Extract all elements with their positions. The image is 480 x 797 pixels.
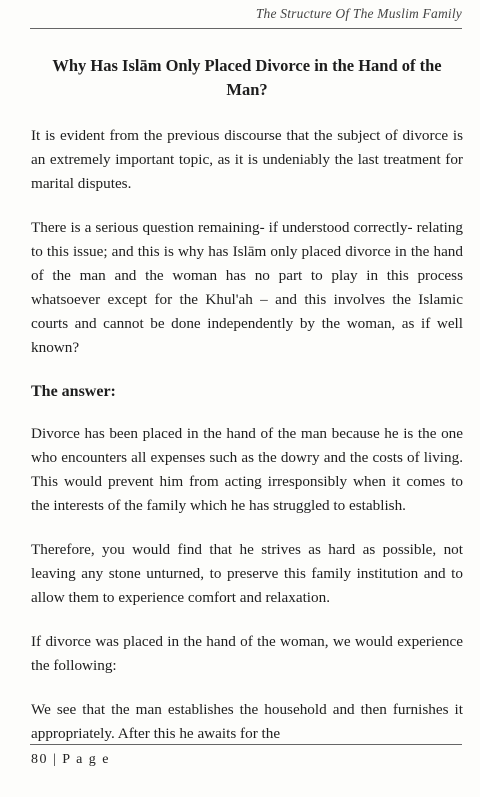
page-number: 80 | P a g e	[31, 752, 110, 767]
running-header: The Structure Of The Muslim Family	[255, 6, 462, 21]
page-body	[31, 54, 463, 766]
paragraph: If divorce was placed in the hand of the woman, we would experience the following:	[31, 633, 463, 674]
section-title: Why Has Islām Only Placed Divorce in the Hand of the Man?	[52, 56, 442, 99]
paragraph: It is evident from the previous discourse that the subject of divorce is an extremely important topic, as it is undeniably the last treatment for marital disputes.	[31, 127, 463, 192]
header-divider	[30, 28, 462, 29]
answer-heading: The answer:	[31, 383, 116, 400]
paragraph: Divorce has been placed in the hand of the man because he is the one who encounters all expenses such as the dowry and the costs of living. This would prevent him from acting irresponsibly when it comes to the interests of the family which he has struggled to establish.	[31, 425, 463, 514]
paragraph: There is a serious question remaining- if understood correctly- relating to this issue; and this is why has Islām only placed divorce in the hand of the man and the woman has no part to play in this process whatsoever except for the Khul'ah – and this involves the Islamic courts and cannot be done independently by the woman, as if well known?	[31, 219, 463, 356]
paragraph: We see that the man establishes the household and then furnishes it appropriately. After this he awaits for the	[31, 701, 463, 742]
paragraph: Therefore, you would find that he strives as hard as possible, not leaving any stone unturned, to preserve this family institution and to allow them to experience comfort and relaxation.	[31, 541, 463, 606]
footer-divider	[30, 744, 462, 745]
